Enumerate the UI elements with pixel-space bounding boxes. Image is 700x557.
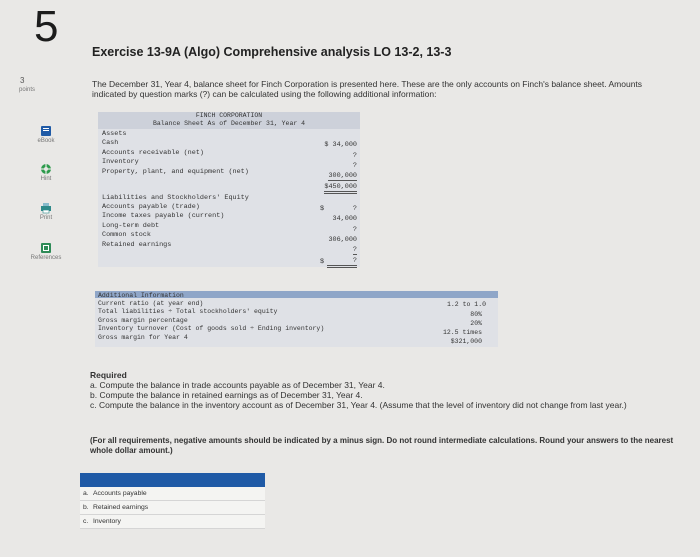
balance-sheet-subtitle: Balance Sheet As of December 31, Year 4 (152, 120, 306, 127)
requirement-b: b. Compute the balance in retained earnings as of December 31, Year 4. (90, 390, 363, 400)
question-number: 5 (34, 2, 59, 51)
total-dollar: $ (320, 258, 325, 266)
info-label: Gross margin for Year 4 (98, 334, 188, 341)
assets-heading: Assets (102, 130, 127, 138)
ltd-value: ? (352, 226, 357, 234)
answer-row[interactable] (80, 515, 265, 529)
info-label: Current ratio (at year end) (98, 300, 204, 307)
print-button[interactable] (30, 201, 62, 221)
requirement-c: c. Compute the balance in the inventory account as of December 31, Year 4. (Assume that the level of inventory did not change from last year.) (90, 400, 627, 410)
ap-dollar: $ (320, 205, 325, 213)
requirement-a: a. Compute the balance in trade accounts payable as of December 31, Year 4. (90, 380, 385, 390)
balance-sheet-header (98, 112, 360, 129)
points-value: 3 (20, 76, 25, 85)
instructions-note: (For all requirements, negative amounts should be indicated by a minus sign. Do not round intermediate calculations. Round your answers to the nearest whole dollar amount.) (90, 436, 674, 455)
references-icon (40, 241, 52, 253)
required-heading: Required (90, 370, 127, 380)
info-label: Total liabilities ÷ Total stockholders' equity (98, 308, 278, 315)
references-button[interactable] (30, 241, 62, 261)
ppe-value: 300,000 (328, 172, 357, 180)
inventory-label: Inventory (102, 158, 139, 166)
points-label: points (19, 87, 36, 93)
balance-sheet-table (98, 112, 360, 267)
info-value: 80% (470, 311, 482, 318)
common-stock-label: Common stock (102, 231, 151, 239)
inventory-value: ? (352, 162, 357, 170)
info-value: 12.5 times (442, 329, 482, 336)
ebook-button[interactable] (30, 124, 62, 144)
book-icon (40, 124, 52, 136)
common-stock-value: 306,000 (328, 236, 357, 244)
hint-label: Hint (40, 176, 52, 182)
retained-earnings-value: ? (352, 246, 357, 254)
liabilities-heading: Liabilities and Stockholders' Equity (102, 194, 249, 202)
answer-row-label: Accounts payable (93, 490, 147, 497)
printer-icon (40, 201, 52, 213)
ar-label: Accounts receivable (net) (102, 149, 204, 157)
total-assets-value: $450,000 (324, 183, 357, 194)
answer-row-letter: b. (83, 504, 89, 511)
tax-label: Income taxes payable (current) (102, 212, 225, 220)
hint-button[interactable] (30, 162, 62, 182)
info-value: 20% (470, 320, 482, 327)
tax-value: 34,000 (332, 215, 357, 223)
info-label: Inventory turnover (Cost of goods sold ÷ Ending inventory) (98, 325, 325, 332)
answer-row-label: Retained earnings (93, 504, 149, 511)
answer-table (80, 473, 265, 529)
lifebuoy-icon (40, 162, 52, 174)
ltd-label: Long-term debt (102, 222, 160, 230)
answer-row-label: Inventory (93, 518, 121, 525)
ap-label: Accounts payable (trade) (102, 203, 200, 211)
ppe-label: Property, plant, and equipment (net) (102, 168, 249, 176)
answer-row[interactable] (80, 501, 265, 515)
additional-info-heading: Additional Information (98, 292, 184, 299)
additional-info-table (95, 291, 498, 347)
exercise-title: Exercise 13-9A (Algo) Comprehensive analysis LO 13-2, 13-3 (92, 45, 452, 59)
info-value: 1.2 to 1.0 (446, 301, 486, 308)
company-name: FINCH CORPORATION (195, 112, 263, 119)
intro-text: The December 31, Year 4, balance sheet for Finch Corporation is presented here. These are the only accounts on Finch's balance sheet. Amounts indicated by question marks (?) can be calculated using the following additional information: (92, 79, 643, 99)
print-label: Print (39, 215, 53, 221)
cash-value: $ 34,000 (324, 141, 357, 149)
answer-row[interactable] (80, 487, 265, 501)
references-label: References (30, 255, 62, 261)
ap-value: ? (352, 205, 357, 213)
ebook-label: eBook (37, 138, 55, 144)
answer-table-header (80, 473, 265, 487)
cash-label: Cash (102, 139, 119, 147)
ar-value: ? (352, 152, 357, 160)
answer-row-letter: a. (83, 490, 89, 497)
info-label: Gross margin percentage (98, 317, 188, 324)
retained-earnings-label: Retained earnings (102, 241, 172, 249)
required-section (90, 370, 680, 410)
total-liabilities-equity-value: ? (327, 257, 357, 268)
answer-row-letter: c. (83, 518, 89, 525)
info-value: $321,000 (450, 338, 482, 345)
